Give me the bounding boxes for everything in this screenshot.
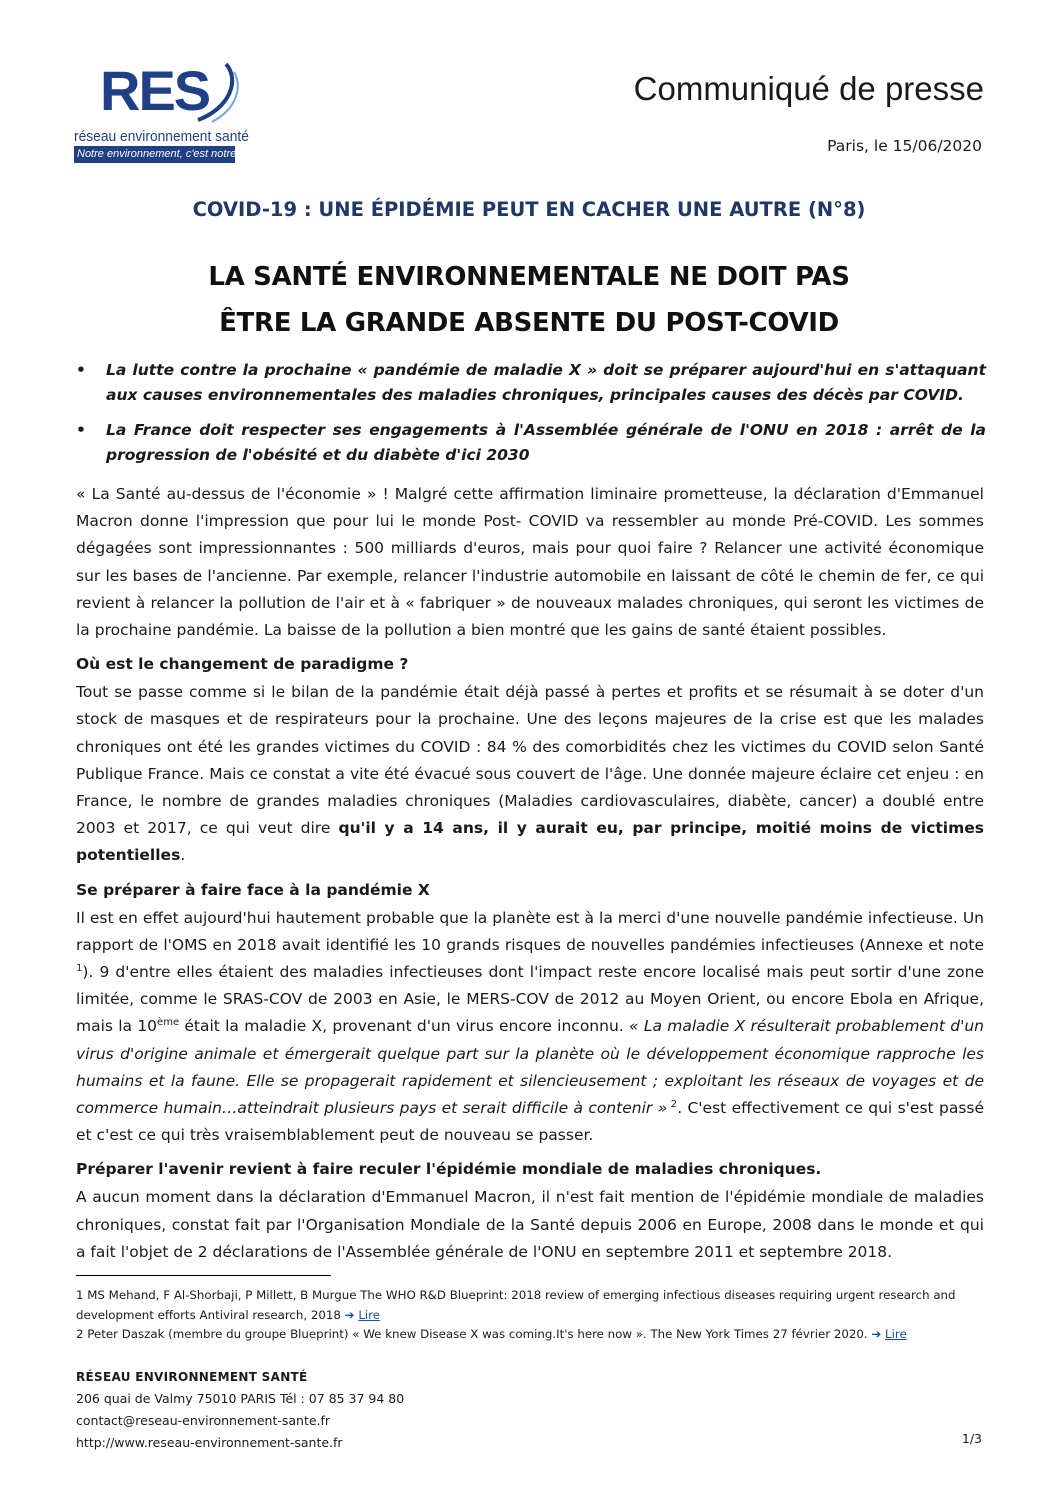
bullet-icon: • [76, 361, 86, 379]
article-body [76, 481, 984, 1273]
page-number: 1/3 [961, 1431, 982, 1446]
key-point-text: La France doit respecter ses engagements à l'Assemblée générale de l'ONU en 2018 : arrêt de la progression de l'obésité et du diabète d'ici 2030 [106, 421, 986, 464]
main-title-line1: LA SANTÉ ENVIRONNEMENTALE NE DOIT PAS [208, 262, 850, 292]
arrow-right-icon: ➔ [871, 1327, 882, 1341]
section-heading: Se préparer à faire face à la pandémie X [76, 880, 430, 899]
footnotes [76, 1286, 984, 1345]
bold-statement: qu'il y a 14 ans, il y aurait eu, par principe, moitié moins de victimes potentielles [76, 819, 984, 865]
release-date: Paris, le 15/06/2020 [827, 137, 982, 155]
section-heading: Préparer l'avenir revient à faire reculer l'épidémie mondiale de maladies chroniques. [76, 1160, 822, 1179]
footer [76, 1366, 404, 1454]
footnote [76, 1325, 984, 1345]
footnote-link[interactable]: Lire [358, 1307, 381, 1322]
footnote-ref[interactable]: 1 [76, 962, 83, 974]
section-paragraph: A aucun moment dans la déclaration d'Emmanuel Macron, il n'est fait mention de l'épidémie mondiale de maladies chroniques, constat fait par l'Organisation Mondiale de la Santé depuis 2006 en Europe, 2008 dans le monde et qui a fait l'objet de 2 déclarations de l'Assemblée générale de l'ONU en septembre 2011 et septembre 2018. [76, 1188, 984, 1261]
footer-email[interactable]: contact@reseau-environnement-sante.fr [76, 1413, 331, 1428]
main-title-line2: ÊTRE LA GRANDE ABSENTE DU POST-COVID [219, 308, 839, 338]
intro-paragraph: « La Santé au-dessus de l'économie » ! Malgré cette affirmation liminaire prometteuse, la déclaration d'Emmanuel Macron donne l'impression que pour lui le monde Post- COVID va ressembler au monde Pré-COVID. Les sommes dégagées sont impressionnantes : 500 milliards d'euros, mais pour quoi faire ? Relancer une activité économique sur les bases de l'ancienne. Par exemple, relancer l'industrie automobile en laissant de côté le chemin de fer, ce qui revient à relancer la pollution de l'air et à « fabriquer » de nouveaux malades chroniques, qui seront les victimes de la prochaine pandémie. La baisse de la pollution a bien montré que les gains de santé étaient possibles. [76, 485, 984, 640]
footnote-text: 1 MS Mehand, F Al-Shorbaji, P Millett, B Murgue The WHO R&D Blueprint: 2018 review of emerging infectious diseases requiring urgent research and development efforts Antiviral research, 2018 [76, 1288, 956, 1322]
footnote-link[interactable]: Lire [885, 1327, 907, 1341]
logo-name: réseau environnement santé [74, 128, 249, 145]
key-point [76, 418, 986, 468]
paragraph-text: Tout se passe comme si le bilan de la pandémie était déjà passé à pertes et profits et se résumait à se doter d'un stock de masques et de respirateurs pour la prochaine. Une des leçons majeures de la crise est que les malades chroniques ont été les grandes victimes du COVID : 84 % des comorbidités chez les victimes du COVID selon Santé Publique France. Mais ce constat a vite été évacué sous couvert de l'âge. Une donnée majeure éclaire cet enjeu : en France, le nombre de grandes maladies chroniques (Maladies cardiovasculaires, diabète, cancer) a doublé entre 2003 et 2017, ce qui veut dire [76, 683, 984, 838]
section-heading: Où est le changement de paradigme ? [76, 655, 409, 674]
logo-tagline: Notre environnement, c'est notre santé [74, 146, 235, 163]
footnote [76, 1286, 984, 1325]
bullet-icon: • [76, 421, 86, 439]
footer-org: RÉSEAU ENVIRONNEMENT SANTÉ [76, 1370, 308, 1384]
paragraph-text: . C'est effectivement ce qui s'est passé et c'est ce qui très vraisemblablement peut de nouveau se passer. [76, 1099, 985, 1145]
footnote-ref[interactable]: 2 [667, 1098, 678, 1110]
section-paragraph [76, 905, 984, 1150]
footnote-text: 2 Peter Daszak (membre du groupe Blueprint) « We knew Disease X was coming.It's here now ». The New York Times 27 février 2020. [76, 1327, 872, 1341]
ordinal-suffix: ème [157, 1017, 180, 1029]
press-release-title: Communiqué de presse [633, 70, 984, 107]
quote: « La maladie X résulterait probablement d'un virus d'origine animale et émergerait quelque part sur la planète où le développement économique rapproche les humains et la faune. Elle se propagerait rapidement et silencieusement ; exploitant les réseaux de voyages et de commerce humain…atteindrait plusieurs pays et serait difficile à contenir » [76, 1017, 984, 1118]
main-title [0, 254, 1058, 346]
key-points [76, 358, 986, 478]
section-paragraph [76, 679, 984, 869]
paragraph-text: Il est en effet aujourd'hui hautement probable que la planète est à la merci d'une nouvelle pandémie infectieuse. Un rapport de l'OMS en 2018 avait identifié les 10 grands risques de nouvelles pandémies infectieuses (Annexe et note [76, 908, 984, 954]
series-title: COVID-19 : UNE ÉPIDÉMIE PEUT EN CACHER UNE AUTRE (N°8) [192, 198, 866, 221]
res-logo [72, 58, 272, 178]
footer-website[interactable]: http://www.reseau-environnement-sante.fr [76, 1435, 343, 1450]
paragraph-text: ). 9 d'entre elles étaient des maladies infectieuses dont l'impact reste encore localisé mais peut sortir d'une zone limitée, comme le SRAS-COV de 2003 en Asie, le MERS-COV de 2012 au Moyen Orient, ou encore Ebola en Afrique, mais la 10 [76, 963, 984, 1036]
key-point-text: La lutte contre la prochaine « pandémie de maladie X » doit se préparer aujourd'hui en s'attaquant aux causes environnementales des maladies chroniques, principales causes des décès par COVID. [106, 361, 986, 404]
arrow-right-icon: ➔ [344, 1307, 355, 1322]
footer-address: 206 quai de Valmy 75010 PARIS Tél : 07 85 37 94 80 [76, 1391, 405, 1406]
logo-swoosh-icon [168, 58, 248, 138]
logo-letters: RES [100, 59, 210, 122]
footnote-divider [76, 1275, 331, 1276]
paragraph-text: était la maladie X, provenant d'un virus encore inconnu. [179, 1017, 629, 1036]
paragraph-text: . [180, 846, 186, 865]
key-point [76, 358, 986, 408]
